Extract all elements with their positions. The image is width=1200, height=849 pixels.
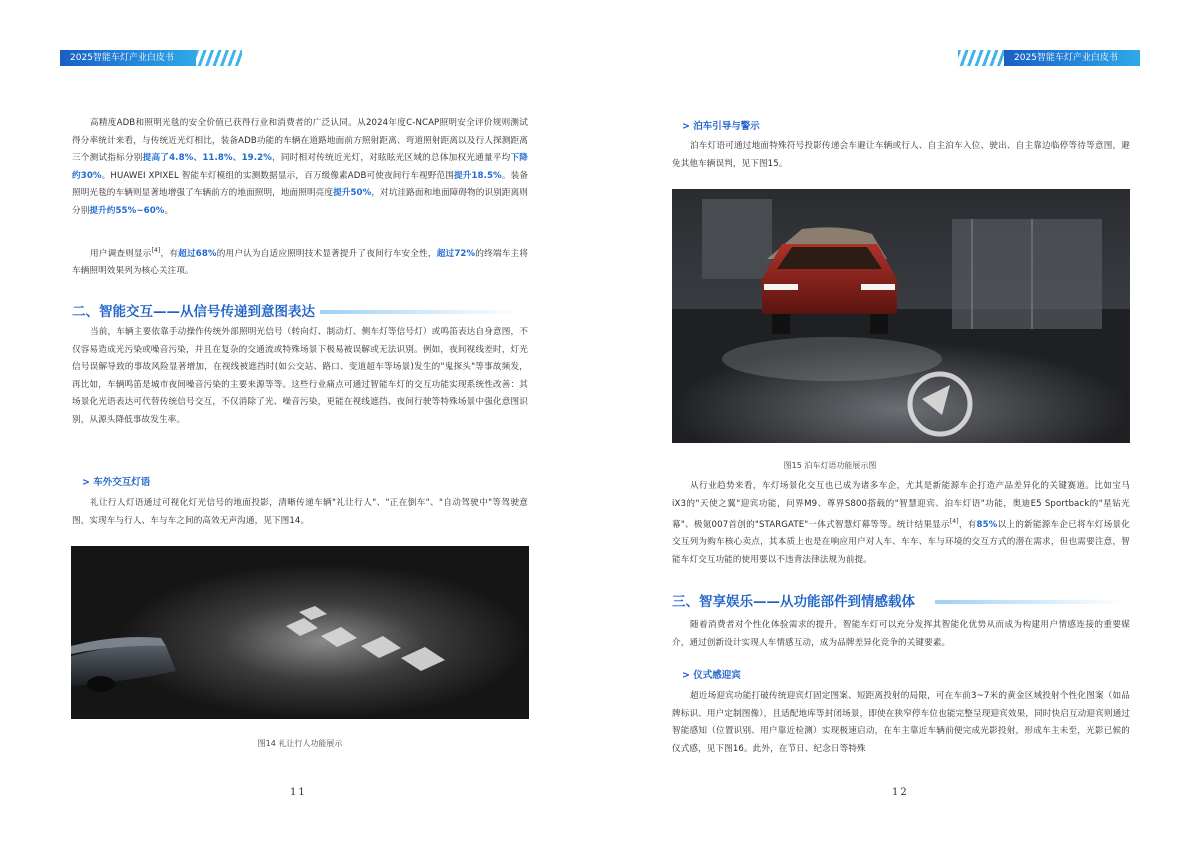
header-stripes-right: [958, 50, 1004, 66]
subsection-title-welcome: > 仪式感迎宾: [682, 670, 741, 681]
section-title-underline-right: [935, 600, 1125, 604]
section-title-entertainment: 三、智享娱乐——从功能部件到情感载体: [672, 594, 915, 610]
intro-paragraph-1: 高精度ADB和照明光毯的安全价值已获得行业和消费者的广泛认同。从2024年度C-NCAP照明安全评价规则测试得分率统计来看，与传统近光灯相比，装备ADB功能的车辆在道路地面前方照射距离、弯道照射距离以及行人探测距离三个测试指标分别提高了4.8%、11.8%、19.2%，同时相对传统近光灯，对眩眩光区域的总体加权光通量平均下降约30%。HUAWEI XPIXEL 智能车灯模组的实测数据显示，百万级像素ADB可使夜间行车视野范围提升18.5%。装备照明光毯的车辆则显著地增强了车辆前方的地面照明，地面照明亮度提升50%，对坑洼路面和地面障碍物的识别距离则分别提升约55%~60%。: [72, 118, 529, 216]
subsection-title-parking: > 泊车引导与警示: [682, 121, 760, 132]
section-paragraph-interaction: 当前，车辆主要依靠手动操作传统外部照明光信号（转向灯、制动灯、侧车灯等信号灯）或鸣笛表达自身意图，不仅容易造成光污染或噪音污染，并且在复杂的交通流或特殊场景下极易被误解或无法识别。例如，夜间视线差时，灯光信号误解导致的事故风险显著增加，在视线被遮挡时(如公交站、路口、变道超车等场景)发生的"鬼探头"等事故频发，再比如，车辆鸣笛是城市夜间噪音污染的主要来源等等。这些行业痛点可通过智能车灯的交互功能实现系统性改善：其场景化光语表达可代替传统信号交互，不仅消除了光、噪音污染，更能在视线遮挡、夜间行驶等特殊场景中强化意图识别，从源头降低事故发生率。: [72, 327, 528, 425]
subsection-paragraph-welcome: 超近场迎宾功能打破传统迎宾灯固定图案、短距离投射的局限，可在车前3~7米的黄金区域投射个性化图案（如品牌标识、用户定制图像），且适配地库等封闭场景，即使在狭窄停车位也能完整呈现迎宾效果，同时快启互动迎宾则通过智能感知（位置识别、用户靠近检测）实现极速启动，在车主靠近车辆前便完成光影投射，形成车主未至，光影已候的仪式感，见下图16。此外，在节日、纪念日等特殊: [672, 691, 1130, 754]
subsection-paragraph-exterior-lighting: 礼让行人灯语通过可视化灯光信号的地面投影，清晰传递车辆"礼让行人"、"正在倒车"、"自动驾驶中"等驾驶意图，实现车与行人、车与车之间的高效无声沟通，见下图14。: [72, 498, 528, 526]
header-stripes-left: [196, 50, 242, 66]
section-title-interaction: 二、智能交互——从信号传递到意图表达: [72, 304, 315, 320]
figure-14-caption: 图14 礼让行人功能展示: [257, 739, 343, 748]
figure-14-image: [71, 546, 529, 719]
page-number-left: 11: [290, 787, 307, 798]
figure-15-image: [672, 189, 1130, 443]
header-title-right: 2025智能车灯产业白皮书: [1004, 50, 1140, 66]
subsection-title-exterior-lighting: > 车外交互灯语: [82, 477, 151, 488]
right-page: [600, 0, 1200, 849]
intro-paragraph-2: 用户调查则显示[4]，有超过68%的用户认为自适应照明技术显著提升了夜间行车安全性，超过72%的终端车主将车辆照明效果列为核心关注项。: [72, 247, 529, 277]
figure-15-caption: 图15 泊车灯语功能展示图: [783, 461, 877, 470]
subsection-paragraph-parking: 泊车灯语可通过地面特殊符号投影传递会车避让车辆或行人、自主泊车入位、驶出、自主靠边临停等待等意图，避免其他车辆误判，见下图15。: [672, 141, 1130, 169]
section-paragraph-entertainment: 随着消费者对个性化体验需求的提升，智能车灯可以充分发挥其智能化优势从而成为构建用户情感连接的重要媒介，通过创新设计实现人车情感互动，成为品牌差异化竞争的关键要素。: [672, 620, 1130, 648]
section-title-underline: [320, 310, 520, 314]
page-number-right: 12: [892, 787, 909, 798]
trend-paragraph: 从行业趋势来看，车灯场景化交互也已成为诸多车企，尤其是新能源车企打造产品差异化的关键赛道。比如宝马iX3的"天使之翼"迎宾功能，问界M9、尊界S800搭载的"智慧迎宾、泊车灯语"功能，奥迪E5 Sportback的"星钻光幕"、极氪007首创的"STARGATE"一体式智慧灯幕等等。统计结果显示[4]，有85%以上的新能源车企已将车灯场景化交互列为购车核心卖点，其本质上也是在响应用户对人车、车车、车与环境的交互方式的潜在需求，但也需要注意，智能车灯交互功能的使用要以不违背法律法规为前提。: [672, 481, 1130, 565]
header-title-left: 2025智能车灯产业白皮书: [60, 50, 196, 66]
